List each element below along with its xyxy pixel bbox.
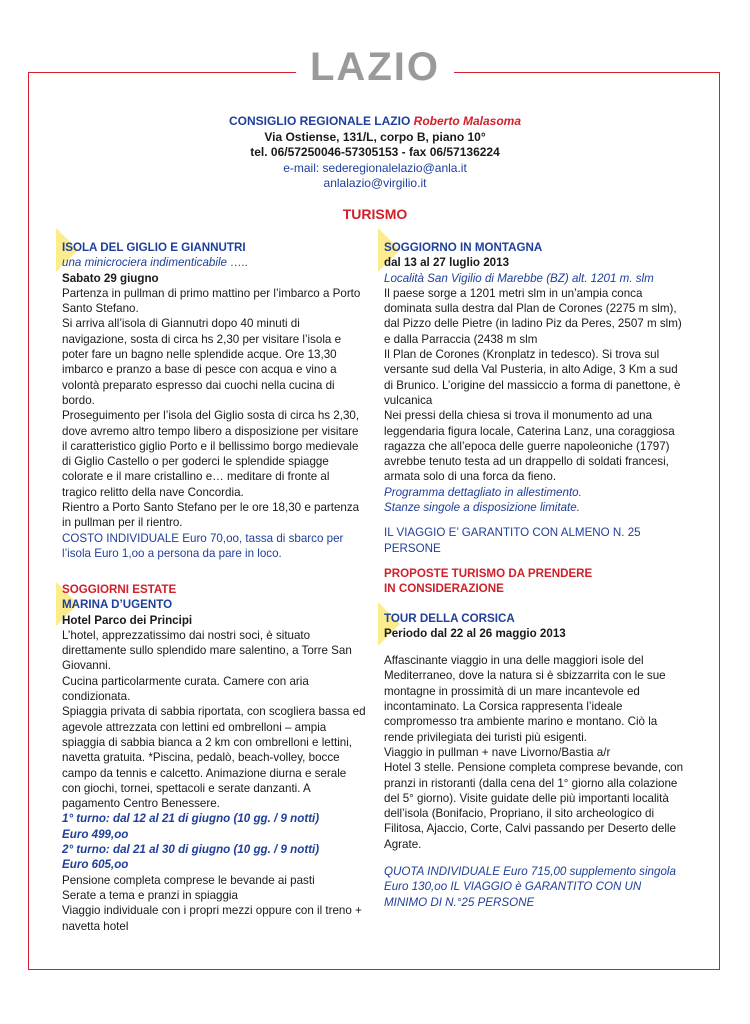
paragraph: Il Plan de Corones (Kronplatz in tedesco). Si trova sul versante sud della Val Pusteria, in alto Adige, 3 Km a sud di Brunico. L’origine del massiccio a forma di panettone, è vulcanica: [384, 348, 681, 407]
paragraph: Spiaggia privata di sabbia riportata, con scogliera bassa ed agevole attrezzata con lettini ed ombrelloni – ampia spiaggia di sabbia bianca a 2 km con ombrelloni e lettini, navetta gratuita. *Piscina, pedalò, beach-volley, bocce campo da tennis e calcetto. Animazione diurna e serale con giochi, tornei, spettacoli e serate danzanti. A pagamento Centro Benessere.: [62, 705, 366, 811]
guarantee-note: IL VIAGGIO E’ GARANTITO CON ALMENO N. 25 PERSONE: [384, 526, 641, 555]
email-link-2[interactable]: anlalazio@virgilio.it: [323, 176, 427, 190]
proposte-article: [384, 566, 684, 910]
contact-header: [0, 114, 750, 192]
paragraph: Nei pressi della chiesa si trova il monumento ad una leggendaria figura locale, Caterina Lanz, una coraggiosa ragazza che all’epoca delle guerre napoleoniche (1797) avrebbe tenuto testa ad un drappello di soldati francesi, armata solo di una forca da fieno.: [384, 409, 675, 484]
price-2: Euro 605,oo: [62, 858, 129, 872]
page-title: LAZIO: [296, 44, 454, 90]
paragraph: Affascinante viaggio in una delle maggiori isole del Mediterraneo, dove la natura si è sbizzarrita con le sue montagne in prossimità di un mare incantevole ed incontaminato. La Corsica rappresenta l’ideale compromesso tra ambiente marino e montano. Ciò la rende privilegiata dei turisti più esigenti.: [384, 654, 666, 744]
estate-article: [62, 582, 366, 934]
article-date: Sabato 29 giugno: [62, 271, 159, 285]
org-name: CONSIGLIO REGIONALE LAZIO: [228, 114, 411, 128]
article-title: SOGGIORNI ESTATE: [62, 583, 177, 596]
article-subtitle: MARINA D’UGENTO: [62, 598, 173, 612]
tour-title: TOUR DELLA CORSICA: [384, 611, 515, 625]
paragraph: Rientro a Porto Santo Stefano per le ore 18,30 e partenza in pullman per il rientro.: [62, 501, 360, 530]
paragraph: Hotel 3 stelle. Pensione completa comprese bevande, con pranzi in ristoranti (dalla cena del 1° giorno alla colazione del 5° giorno). Visite guidate delle più importanti località dell’isola (Bonifacio, Propriano, il sito archeologico di Filitosa, Ajaccio, Corte, Calvi passando per Deserto delle Agrate.: [384, 761, 684, 851]
quota-info: QUOTA INDIVIDUALE Euro 715,00 supplemento singola Euro 130,oo IL VIAGGIO è GARANTITO CON UN MINIMO DI N.°25 PERSONE: [384, 865, 676, 909]
turno-1: 1° turno: dal 12 al 21 di giugno (10 gg. / 9 notti): [62, 812, 320, 826]
article-title: ISOLA DEL GIGLIO E GIANNUTRI: [62, 241, 246, 254]
montagna-article: [384, 240, 684, 556]
hotel-name: Hotel Parco dei Principi: [62, 613, 193, 627]
cost-info: COSTO INDIVIDUALE Euro 70,oo, tassa di sbarco per l’isola Euro 1,oo a persona da pare in loco.: [62, 531, 344, 560]
list-item: Viaggio individuale con i propri mezzi oppure con il treno + navetta hotel: [62, 904, 362, 933]
article-title: SOGGIORNO IN MONTAGNA: [384, 241, 543, 254]
paragraph: Cucina particolarmente curata. Camere con aria condizionata.: [62, 674, 309, 704]
email-link-1[interactable]: e-mail: sederegionalelazio@anla.it: [283, 160, 467, 175]
section-title: TURISMO: [342, 206, 408, 222]
turno-2: 2° turno: dal 21 al 30 di giugno (10 gg. / 9 notti): [62, 843, 320, 857]
giglio-article: [62, 240, 366, 561]
list-item: Pensione completa comprese le bevande ai pasti: [62, 873, 315, 887]
price-1: Euro 499,oo: [62, 827, 129, 841]
note: Programma dettagliato in allestimento.: [384, 485, 582, 499]
list-item: Serate a tema e pranzi in spiaggia: [62, 888, 238, 902]
note: Stanze singole a disposizione limitate.: [384, 501, 580, 515]
phone-line: tel. 06/57250046-57305153 - fax 06/57136224: [250, 145, 500, 159]
person-name: Roberto Malasoma: [413, 114, 522, 128]
paragraph: L’hotel, apprezzatissimo dai nostri soci, è situato direttamente sullo splendido mare salentino, a Torre San Giovanni.: [62, 628, 352, 673]
paragraph: Proseguimento per l’isola del Giglio sosta di circa hs 2,30, dove avremo altro tempo libero a disposizione per visitare il caratteristico giglio Porto e il bellissimo borgo medievale di Giglio Castello o per goderci le splendide spiagge colorate e il mare cristallino e… meditare di fronte al tragico relitto della nave Concordia.: [62, 409, 360, 499]
address: Via Ostiense, 131/L, corpo B, piano 10°: [264, 129, 486, 144]
paragraph: Partenza in pullman di primo mattino per l’imbarco a Porto Santo Stefano.: [62, 286, 361, 316]
paragraph: Il paese sorge a 1201 metri slm in un’ampia conca dominata sulla destra dal Plan de Corones (2275 m slm), dal Pizzo delle Pietre (in ladino Piz da Peres, 2507 m slm) e dalla Parraccia (2438 m slm: [384, 286, 682, 346]
paragraph: Viaggio in pullman + nave Livorno/Bastia a/r: [384, 745, 611, 759]
article-subtitle: una minicrociera indimenticabile …..: [62, 256, 249, 270]
location: Località San Vigilio di Marebbe (BZ) alt. 1201 m. slm: [384, 271, 654, 285]
article-title: PROPOSTE TURISMO DA PRENDERE: [384, 567, 593, 580]
article-date: dal 13 al 27 luglio 2013: [384, 256, 510, 270]
paragraph: Si arriva all’isola di Giannutri dopo 40 minuti di navigazione, sosta di circa hs 2,30 per visitare l’isola e poter fare un bagno nelle splendide acque. Ore 13,30 imbarco e pranzo a base di pesce con acqua e vino a volontà preparato espresso dai cuochi nella cucina di bordo.: [62, 317, 342, 407]
tour-period: Periodo dal 22 al 26 maggio 2013: [384, 626, 566, 640]
article-title-2: IN CONSIDERAZIONE: [384, 582, 504, 596]
